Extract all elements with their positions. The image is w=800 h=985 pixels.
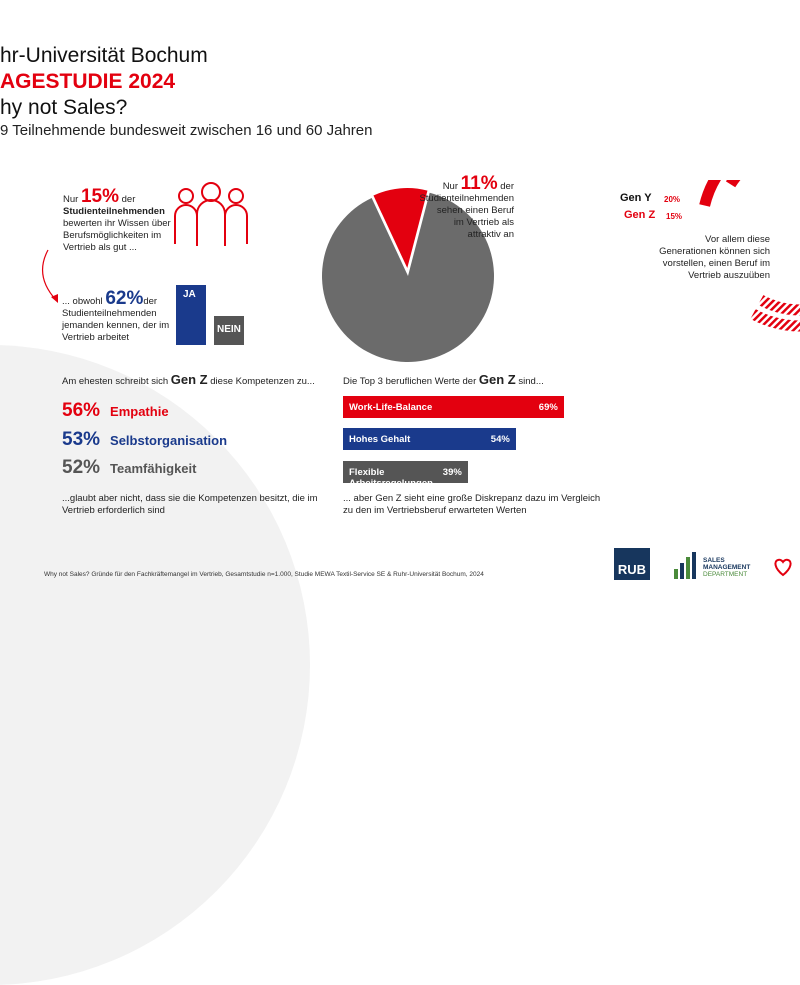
bar-ja [176, 285, 206, 345]
competencies-outro [62, 493, 322, 517]
text-nur-2: Nur [442, 181, 458, 192]
value-bar-work-life [343, 396, 564, 418]
value-bar-label: Hohes Gehalt [349, 434, 411, 445]
competency-value: 56% [62, 400, 101, 421]
text-values-gen: Gen Z [478, 372, 516, 387]
text-obwohl: ... obwohl [62, 296, 103, 307]
source-footnote: Why not Sales? Gründe für den Fachkräftemangel im Vertrieb, Gesamtstudie n=1.000, Studie MEWA Textil-Service SE & Ruhr-Universität Bochum, 2024 [44, 571, 484, 578]
bar-nein [214, 316, 244, 345]
acquaintance-text [62, 290, 177, 344]
text-line4b: im Vertrieb als [453, 217, 514, 228]
text-der-2: der [143, 296, 158, 307]
text-line5b: attraktiv an [467, 229, 514, 240]
text-line5: Vertrieb als gut ... [63, 242, 137, 253]
text-gen-line2: Generationen können sich [659, 246, 770, 257]
text-outro1: ...glaubt aber nicht, dass sie die Kompetenzen besitzt, die im [62, 493, 318, 504]
text-der: der [121, 194, 136, 205]
values-intro [343, 374, 544, 388]
text-intro-pre: Am ehesten schreibt sich [62, 376, 169, 387]
study-title: AGESTUDIE 2024 [0, 70, 176, 93]
text-intro-post: diese Kompetenzen zu... [210, 376, 315, 387]
arc-gen-y [705, 180, 798, 206]
generation-text [640, 234, 770, 282]
values-bar-chart [343, 396, 643, 496]
text-gen-line1: Vor allem diese [705, 234, 770, 245]
bar-chart-icon [673, 551, 699, 579]
text-gen-z: Gen Z [170, 372, 208, 387]
competency-empathie [62, 400, 169, 422]
text-studienteilnehmenden: Studienteilnehmenden [63, 206, 165, 217]
text-line4: Berufsmöglichkeiten im [63, 230, 162, 241]
competency-teamfaehigkeit [62, 457, 196, 479]
competency-label: Selbstorganisation [110, 433, 228, 448]
gen-z-label: Gen Z [624, 209, 656, 221]
bar-ja-label: JA [183, 289, 196, 300]
university-title: hr-Universität Bochum [0, 44, 208, 67]
arc-gen-z [731, 180, 799, 184]
text-line2: Studienteilnehmenden [419, 193, 514, 204]
value-bar-value: 69% [538, 402, 558, 413]
value-bar-gehalt [343, 428, 516, 450]
knowledge-text [63, 188, 173, 254]
text-line8: jemanden kennen, der im [62, 320, 170, 331]
study-question: hy not Sales? [0, 96, 128, 119]
text-gen-line4: Vertrieb auszuüben [688, 270, 770, 281]
value-bar-label: Flexible Arbeitsregelungen [349, 467, 433, 489]
text-values-outro2: zu den im Vertriebsberuf erwarteten Werten [343, 505, 527, 516]
text-der-3: der [500, 181, 514, 192]
pct-15: 15% [80, 186, 119, 207]
text-line3: bewerten ihr Wissen über [63, 218, 171, 229]
logo-text-management: MANAGEMENT [703, 564, 751, 571]
competency-value: 52% [62, 457, 101, 478]
text-gen-line3: vorstellen, einen Beruf im [662, 258, 770, 269]
participants-subtitle: 9 Teilnehmende bundesweit zwischen 16 und 60 Jahren [0, 122, 373, 139]
competency-value: 53% [62, 429, 101, 450]
text-values-outro1: ... aber Gen Z sieht eine große Diskrepanz dazu im Vergleich [343, 493, 601, 504]
mewa-heart-logo [772, 556, 794, 578]
text-line9: Vertrieb arbeitet [62, 332, 130, 343]
value-bar-label: Work-Life-Balance [349, 402, 433, 413]
values-outro [343, 493, 613, 517]
text-outro2: Vertrieb erforderlich sind [62, 505, 165, 516]
logo-text-department: DEPARTMENT [703, 571, 748, 578]
pct-11: 11% [460, 173, 498, 194]
value-bar-flexibel [343, 461, 468, 489]
gen-z-pct: 15% [666, 212, 683, 221]
competency-selbstorganisation [62, 429, 227, 451]
competency-label: Teamfähigkeit [110, 461, 197, 476]
competencies-intro [62, 374, 315, 388]
text-line3b: sehen einen Beruf [436, 205, 514, 216]
value-bar-value: 54% [490, 434, 510, 445]
people-icon [172, 180, 250, 248]
value-bar-value: 39% [442, 467, 462, 478]
competency-label: Empathie [110, 404, 169, 419]
text-line7: Studienteilnehmenden [62, 308, 157, 319]
bar-nein-label: NEIN [217, 324, 241, 335]
text-values-post: sind... [518, 376, 544, 387]
rub-logo: RUB [614, 548, 650, 580]
logo-text-sales: SALES [703, 557, 725, 564]
gen-y-pct: 20% [664, 195, 681, 204]
attractiveness-text [404, 175, 514, 241]
text-values-pre: Die Top 3 beruflichen Werte der [343, 376, 477, 387]
text-nur: Nur [63, 194, 79, 205]
pct-62: 62% [105, 288, 144, 309]
gen-y-label: Gen Y [620, 192, 652, 204]
